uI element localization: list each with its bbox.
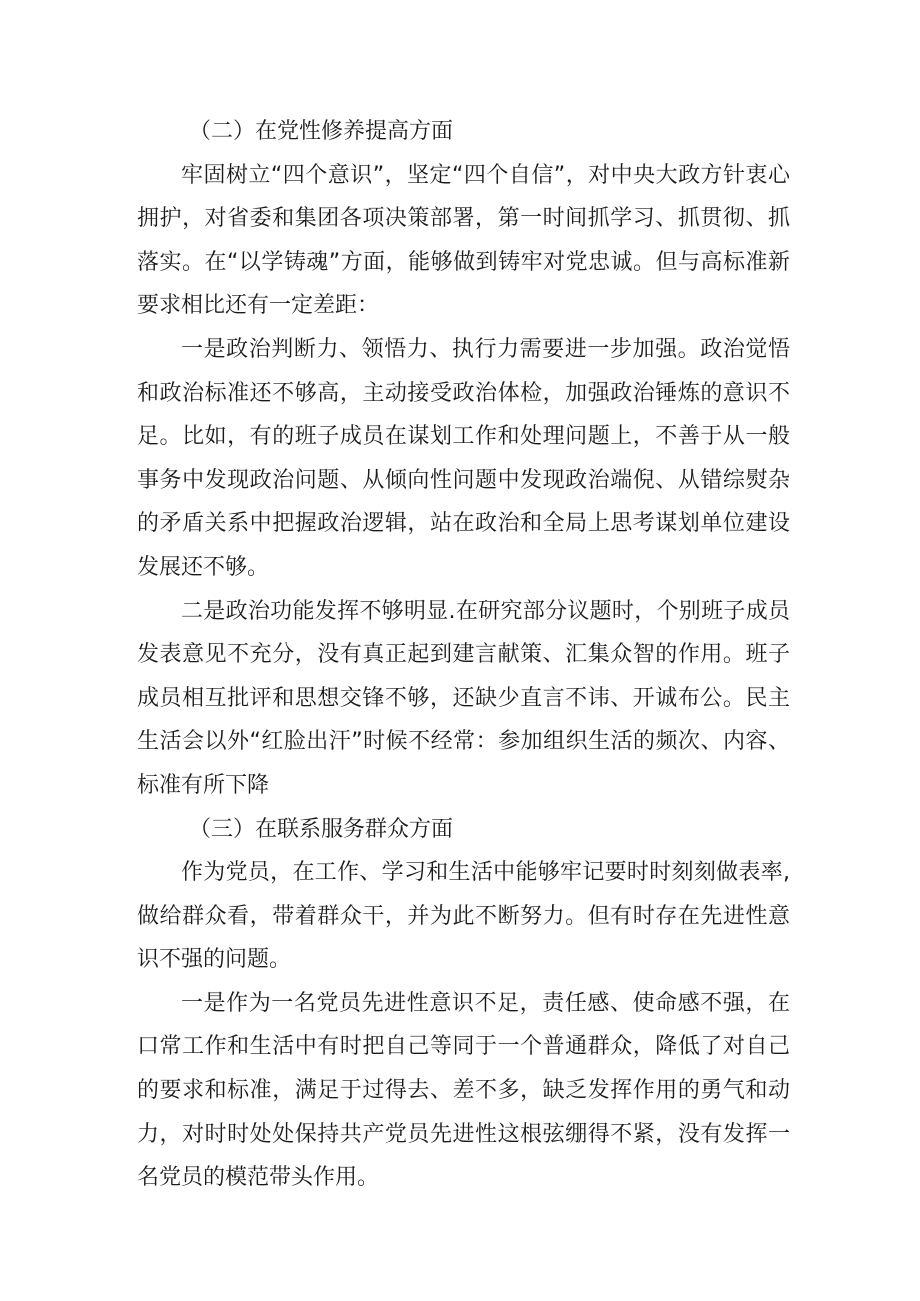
paragraph: 作为党员，在工作、学习和生活中能够牢记要时时刻刻做表率,做给群众看，带着群众干，并为此不断努力。但有时存在先进性意识不强的问题。 [137,860,790,973]
paragraph: 牢固树立“四个意识”，坚定“四个自信”，对中央大政方针衷心拥护，对省委和集团各项决策部署，第一时间抓学习、抓贯彻、抓落实。在“以学铸魂”方面，能够做到铸牢对党忠诚。但与高标准新要求相比还有一定差距： [137,162,790,319]
section-heading-serving-masses: （三）在联系服务群众方面 [189,816,454,842]
paragraph: 二是政治功能发挥不够明显.在研究部分议题时，个别班子成员发表意见不充分，没有真正起到建言献策、汇集众智的作用。班子成员相互批评和思想交锋不够，还缺少直言不讳、开诚布公。民主生活会以外“红脸出汗”时候不经常：参加组织生活的频次、内容、标准有所下降 [137,598,790,798]
document-body [137,110,790,1200]
paragraph: 一是政治判断力、领悟力、执行力需要进一步加强。政治觉悟和政治标准还不够高，主动接受政治体检，加强政治锤炼的意识不足。比如，有的班子成员在谋划工作和处理问题上，不善于从一般事务中发现政治问题、从倾向性问题中发现政治端倪、从错综熨杂的矛盾关系中把握政治逻辑，站在政治和全局上思考谋划单位建设发展还不够。 [137,336,790,580]
section-heading-party-spirit: （二）在党性修养提高方面 [189,119,454,144]
paragraph: 一是作为一名党员先进性意识不足，责任感、使命感不强，在口常工作和生活中有时把自己等同于一个普通群众，降低了对自己的要求和标准，满足于过得去、差不多，缺乏发挥作用的勇气和动力，对时时处处保持共产党员先进性这根弦绷得不紧，没有发挥一名党员的模范带头作用。 [137,990,790,1191]
